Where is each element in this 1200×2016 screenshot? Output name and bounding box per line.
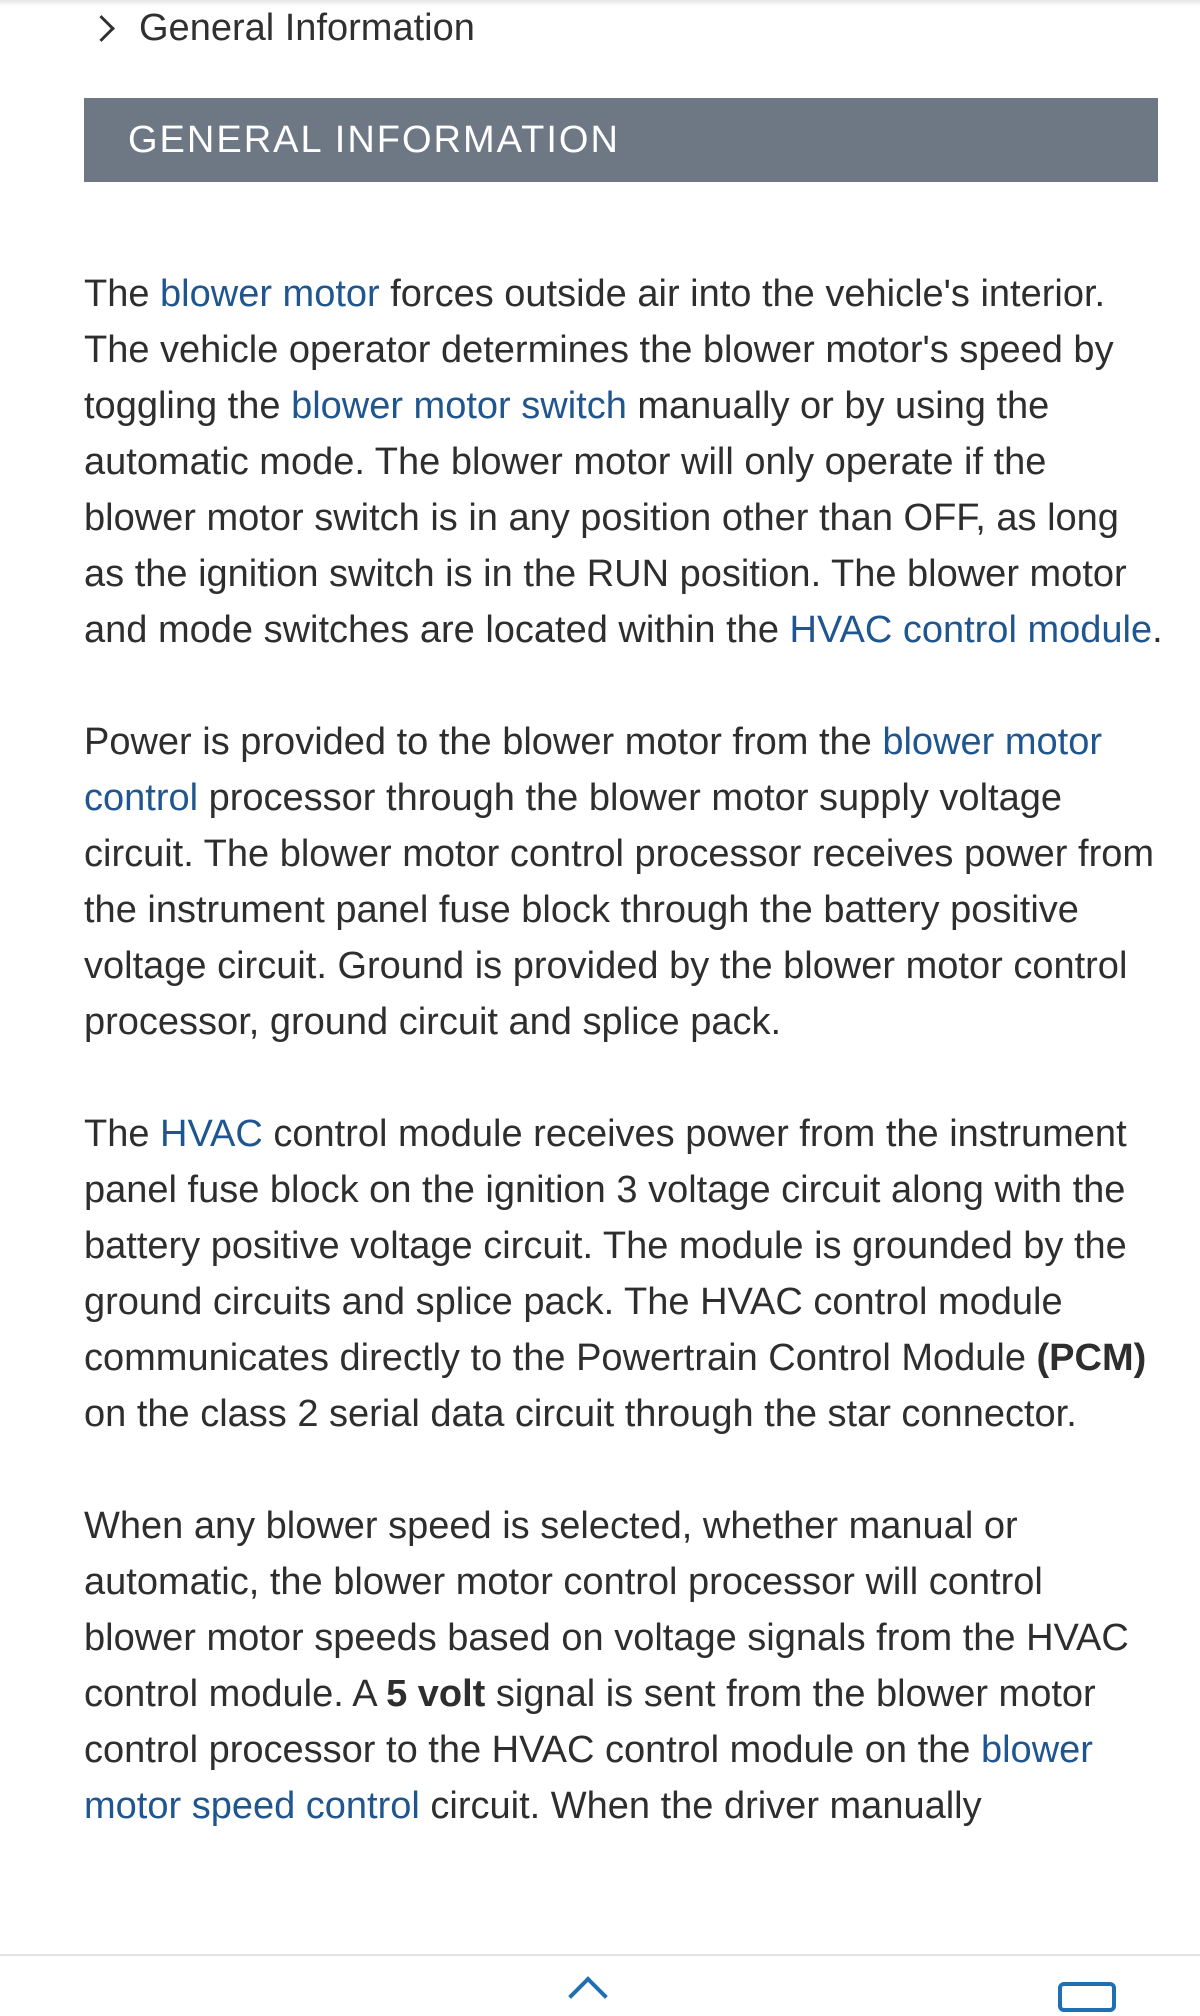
text-run: signal is sent from the blower motor control processor to the HVAC control module on the — [84, 1673, 1096, 1771]
text-run: circuit. When the driver manually — [419, 1785, 982, 1827]
section-title: GENERAL INFORMATION — [128, 118, 620, 161]
paragraph-1 — [84, 266, 1164, 658]
link-blower-motor-speed-control[interactable]: blower motor speed control — [84, 1729, 1093, 1827]
bold-5-volt: 5 volt — [386, 1673, 486, 1715]
link-blower-motor[interactable]: blower motor — [160, 273, 380, 315]
text-run: The — [84, 1113, 161, 1155]
text-run: processor through the blower motor supply voltage circuit. The blower motor control processor receives power from the instrument panel fuse block through the battery positive voltage circuit. Ground is provided by the blower motor control processor, ground circuit and splice pack. — [84, 777, 1155, 1043]
chevron-right-icon — [88, 15, 115, 42]
text-run: Power is provided to the blower motor from the — [84, 721, 883, 763]
text-run: When any blower speed is selected, whether manual or automatic, the blower motor control processor will control blower motor speeds based on voltage signals from the HVAC control module. A — [84, 1505, 1129, 1715]
paragraph-3 — [84, 1106, 1164, 1442]
breadcrumb[interactable] — [88, 4, 475, 52]
text-run: forces outside air into the vehicle's interior. The vehicle operator determines the blower motor's speed by toggling the — [84, 273, 1114, 427]
article-body — [84, 266, 1164, 1890]
text-run: on the class 2 serial data circuit through the star connector. — [84, 1393, 1077, 1435]
link-blower-motor-switch[interactable]: blower motor switch — [291, 385, 627, 427]
text-run: control module receives power from the instrument panel fuse block on the ignition 3 voltage circuit along with the battery positive voltage circuit. The module is grounded by the ground circuits and splice pack. The HVAC control module communicates directly to the Powertrain Control Module — [84, 1113, 1127, 1379]
link-blower-motor-control[interactable]: blower motor control — [84, 721, 1102, 819]
text-run: manually or by using the automatic mode. The blower motor will only operate if the blower motor switch is in any position other than OFF, as long as the ignition switch is in the RUN position. The blower motor and mode switches are located within the — [84, 385, 1127, 651]
tabs-icon[interactable] — [1058, 1982, 1116, 2012]
text-run: . — [1152, 609, 1163, 651]
paragraph-4 — [84, 1498, 1164, 1834]
paragraph-2 — [84, 714, 1164, 1050]
bold-pcm: (PCM) — [1036, 1337, 1147, 1379]
section-header — [84, 98, 1158, 182]
breadcrumb-label: General Information — [139, 6, 475, 49]
text-run: The — [84, 273, 161, 315]
link-hvac[interactable]: HVAC — [160, 1113, 263, 1155]
link-hvac-control-module[interactable]: HVAC control module — [789, 609, 1153, 651]
